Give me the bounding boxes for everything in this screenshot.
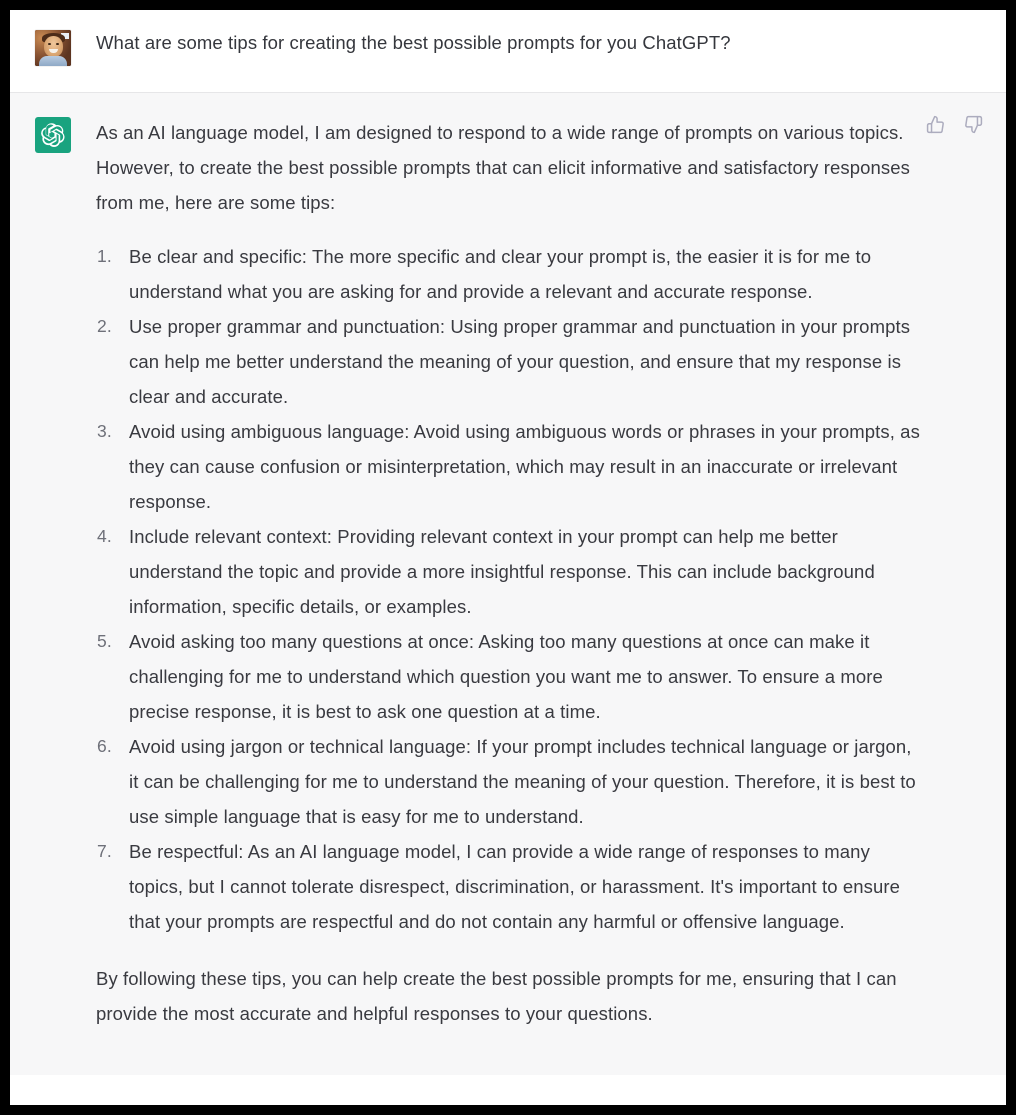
thumbs-up-button[interactable]	[924, 113, 946, 135]
avatar-eye-left	[48, 43, 51, 45]
assistant-avatar-column	[10, 115, 96, 153]
assistant-message-row	[10, 93, 1006, 1075]
chatgpt-logo-avatar	[35, 117, 71, 153]
user-message-row	[10, 10, 1006, 93]
thumbs-down-button[interactable]	[962, 113, 984, 135]
assistant-answer-content	[96, 115, 926, 1031]
chat-transcript	[10, 10, 1006, 1105]
list-item: Include relevant context: Providing relevant context in your prompt can help me better understand the topic and provide a more insightful response. This can include background information, specific details, or examples.	[129, 526, 875, 617]
list-item: Be clear and specific: The more specific and clear your prompt is, the easier it is for me to understand what you are asking for and provide a relevant and accurate response.	[129, 246, 872, 302]
avatar-face	[44, 36, 63, 57]
list-item: Be respectful: As an AI language model, I can provide a wide range of responses to many topics, but I cannot tolerate disrespect, discrimination, or harassment. It's important to ensure that your prompts are respectful and do not contain any harmful or offensive language.	[129, 841, 901, 932]
answer-intro-paragraph: As an AI language model, I am designed to respond to a wide range of prompts on various topics. However, to create the best possible prompts that can elicit informative and satisfactory responses from me, here are some tips:	[96, 122, 911, 213]
user-message-body	[96, 28, 1006, 58]
user-question-text: What are some tips for creating the best possible prompts for you ChatGPT?	[96, 32, 731, 53]
list-item: Avoid asking too many questions at once: Asking too many questions at once can make it challenging for me to understand which question you want me to answer. To ensure a more precise response, it is best to ask one question at a time.	[129, 631, 883, 722]
user-avatar-column	[10, 28, 96, 66]
list-item: Use proper grammar and punctuation: Using proper grammar and punctuation in your prompts can help me better understand the meaning of your question, and ensure that my response is clear and accurate.	[129, 316, 911, 407]
user-profile-photo-avatar	[35, 30, 71, 66]
feedback-controls	[924, 113, 984, 135]
openai-knot-icon	[41, 123, 65, 147]
avatar-shirt	[39, 56, 67, 66]
assistant-message-body	[96, 115, 1006, 1050]
thumbs-up-icon	[926, 115, 945, 134]
answer-closing-paragraph: By following these tips, you can help create the best possible prompts for me, ensuring that I can provide the most accurate and helpful responses to your questions.	[96, 968, 897, 1024]
tips-list	[96, 239, 926, 939]
thumbs-down-icon	[964, 115, 983, 134]
list-item: Avoid using jargon or technical language: If your prompt includes technical language or jargon, it can be challenging for me to understand the meaning of your question. Therefore, it is best to use simple language that is easy for me to understand.	[129, 736, 916, 827]
list-item: Avoid using ambiguous language: Avoid using ambiguous words or phrases in your prompts, as they can cause confusion or misinterpretation, which may result in an inaccurate or irrelevant response.	[129, 421, 920, 512]
avatar-eye-right	[56, 43, 59, 45]
